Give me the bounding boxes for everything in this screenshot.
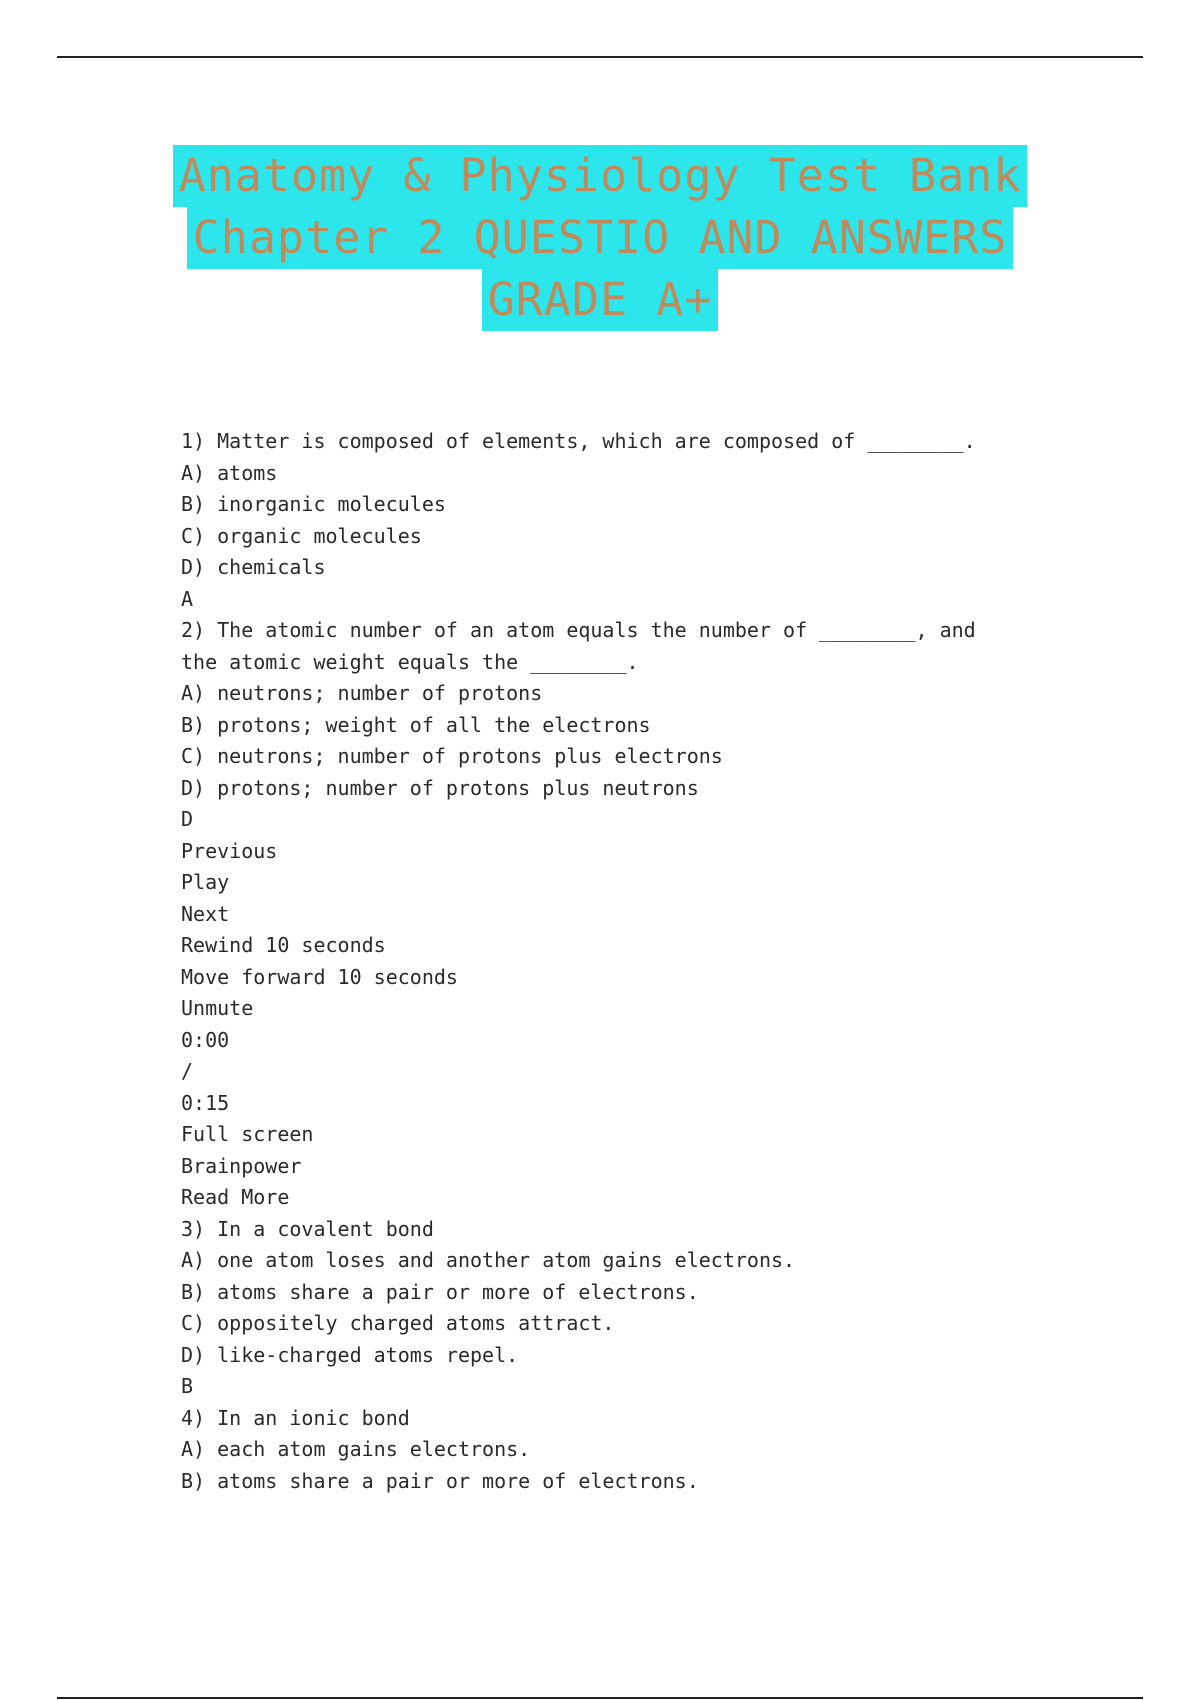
question-2-option-d: D) protons; number of protons plus neutrons (181, 775, 699, 800)
question-2-option-b: B) protons; weight of all the electrons (181, 712, 651, 737)
question-body (181, 426, 1001, 1497)
question-2-option-c: C) neutrons; number of protons plus electrons (181, 744, 723, 768)
question-2-text: 2) The atomic number of an atom equals the number of ________, and (181, 618, 976, 642)
question-2-answer: D (181, 807, 194, 831)
player-unmute-text: Unmute (181, 996, 254, 1020)
document-title (0, 145, 1200, 331)
player-next-text: Next (181, 901, 230, 926)
player-current-time: 0:00 (181, 1027, 230, 1052)
question-1-option-a: A) atoms (181, 460, 278, 485)
question-4-option-a: A) each atom gains electrons. (181, 1437, 531, 1461)
player-play-text: Play (181, 870, 230, 894)
player-forward-text: Move forward 10 seconds (181, 964, 458, 989)
read-more-text: Read More (181, 1185, 290, 1209)
question-1-text: 1) Matter is composed of elements, which are composed of ________. (181, 429, 976, 453)
player-fullscreen-text: Full screen (181, 1122, 314, 1146)
question-4-option-b: B) atoms share a pair or more of electrons. (181, 1468, 699, 1493)
question-3-answer: B (181, 1374, 194, 1398)
question-1-answer: A (181, 586, 194, 611)
question-2-text-continued: the atomic weight equals the ________. (181, 649, 639, 674)
question-4-text: 4) In an ionic bond (181, 1405, 410, 1430)
bottom-rule (57, 1697, 1143, 1699)
title-line-3: GRADE A+ (482, 269, 719, 331)
player-time-separator: / (181, 1059, 194, 1083)
question-1-option-b: B) inorganic molecules (181, 492, 446, 516)
question-1-option-d: D) chemicals (181, 555, 326, 579)
question-3-text: 3) In a covalent bond (181, 1216, 434, 1241)
question-3-option-d: D) like-charged atoms repel. (181, 1342, 519, 1367)
player-duration: 0:15 (181, 1090, 230, 1115)
player-previous-text: Previous (181, 838, 278, 863)
top-rule (57, 56, 1143, 58)
question-2-option-a: A) neutrons; number of protons (181, 681, 543, 705)
question-3-option-c: C) oppositely charged atoms attract. (181, 1311, 615, 1335)
question-3-option-b: B) atoms share a pair or more of electrons. (181, 1279, 699, 1304)
question-3-option-a: A) one atom loses and another atom gains electrons. (181, 1248, 796, 1272)
brainpower-text: Brainpower (181, 1153, 302, 1178)
title-line-1: Anatomy & Physiology Test Bank (173, 145, 1028, 207)
player-rewind-text: Rewind 10 seconds (181, 933, 386, 957)
title-line-2: Chapter 2 QUESTIO AND ANSWERS (187, 207, 1014, 269)
question-1-option-c: C) organic molecules (181, 523, 422, 548)
